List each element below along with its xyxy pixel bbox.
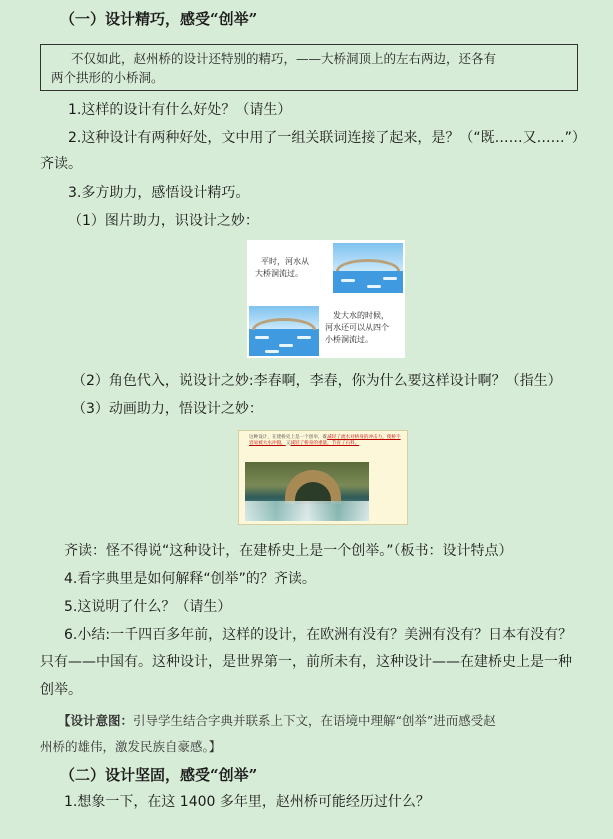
animation-caption-highlight-2: 减轻了桥身的重量，节省了石料。	[290, 441, 360, 446]
section-heading-2: （二）设计坚固，感受“创举”	[60, 766, 258, 784]
pic1-caption-1a: 平时，河水从	[261, 257, 309, 266]
pic1-caption-2b: 河水还可以从四个	[325, 323, 389, 332]
flood-scene-image	[245, 462, 369, 521]
item-5: 5.这说明了什么？（请生）	[64, 599, 232, 615]
animation-caption-plain-2: 又	[285, 441, 291, 446]
item-1: 1.这样的设计有什么好处？（请生）	[68, 102, 292, 118]
section-heading-1: （一）设计精巧，感受“创举”	[60, 10, 258, 28]
pic1-caption-2a: 发大水的时候，	[333, 311, 389, 320]
bridge-animation-still	[238, 430, 408, 525]
bridge-illustration-1	[247, 240, 405, 358]
item-6-cont-1: 只有——中国有。这种设计，是世界第一，前所未有，这种设计——在建桥史上是一种	[40, 654, 572, 670]
read-aloud-line: 齐读：怪不得说“这种设计，在建桥史上是一个创举。”（板书：设计特点）	[64, 543, 513, 559]
item-last: 1.想象一下，在这 1400 多年里，赵州桥可能经历过什么？	[64, 794, 430, 810]
river-normal-image	[333, 243, 403, 293]
animation-caption-plain-1: 这种设计，在建桥史上是一个创举，既	[249, 435, 328, 440]
river-flood-image	[249, 306, 319, 356]
design-intent-line-2: 州桥的雄伟，激发民族自豪感。】	[40, 739, 222, 754]
item-4: 4.看字典里是如何解释“创举”的？齐读。	[64, 571, 316, 587]
item-3-3: （3）动画助力，悟设计之妙：	[72, 401, 263, 417]
pic1-caption-1b: 大桥洞流过。	[255, 269, 303, 278]
item-6-cont-2: 创举。	[40, 682, 82, 698]
quote-box	[40, 44, 578, 91]
animation-caption-highlight-1: 减轻了流水对桥身的冲击力，使桥不容易被大水冲毁，	[249, 435, 401, 446]
item-2: 2.这种设计有两种好处，文中用了一组关联词连接了起来，是？（“既……又……”）	[68, 130, 586, 146]
design-intent-label: 【设计意图：	[58, 713, 134, 728]
pic1-caption-2c: 小桥洞流过。	[325, 335, 373, 344]
design-intent	[58, 708, 496, 733]
design-intent-line-1: 引导学生结合字典并联系上下文，在语境中理解“创举”进而感受赵	[133, 713, 496, 728]
item-3: 3.多方助力，感悟设计精巧。	[68, 185, 250, 201]
quote-line-2: 两个拱形的小桥洞。	[51, 70, 164, 85]
item-3-2: （2）角色代入，说设计之妙:李春啊，李春，你为什么要这样设计啊？（指生）	[72, 373, 562, 389]
quote-line-1: 不仅如此，赵州桥的设计还特别的精巧，——大桥洞顶上的左右两边，还各有	[71, 51, 497, 66]
animation-caption	[249, 435, 401, 447]
item-3-1: （1）图片助力，识设计之妙：	[68, 213, 259, 229]
item-2-cont: 齐读。	[40, 156, 82, 172]
item-6: 6.小结:一千四百多年前，这样的设计，在欧洲有没有？美洲有没有？日本有没有？	[64, 627, 573, 643]
